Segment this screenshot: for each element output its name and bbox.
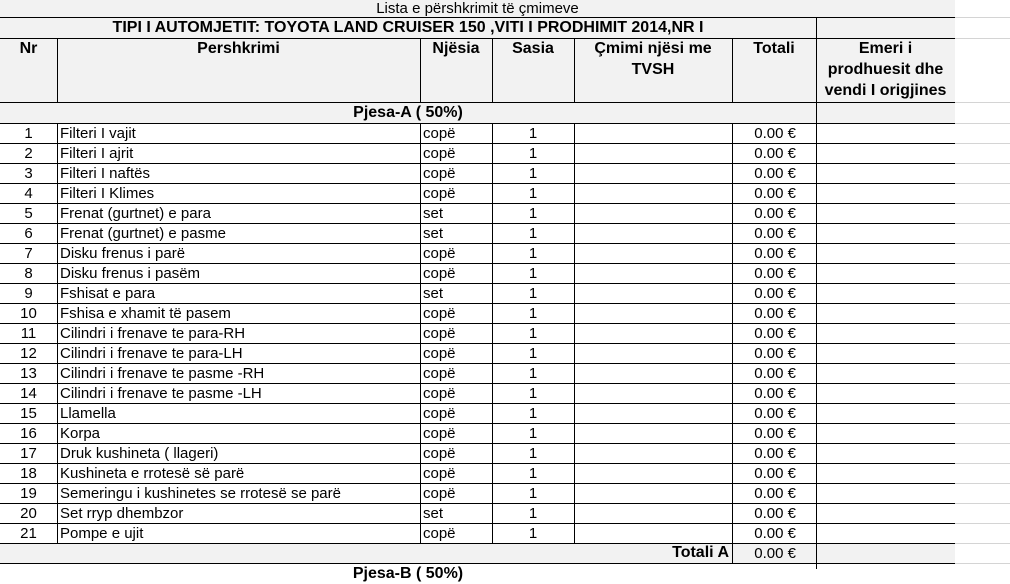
cell-quantity[interactable]: 1 (528, 365, 538, 382)
cell-nr[interactable]: 20 (20, 505, 37, 522)
grid-line (955, 102, 1010, 103)
cell-description[interactable]: Disku frenus i pasëm (60, 265, 201, 282)
cell-description[interactable]: Cilindri i frenave te para-RH (60, 325, 246, 342)
section-a-right-cell[interactable] (816, 102, 955, 123)
grid-line (0, 523, 955, 524)
cell-unit-price[interactable] (574, 343, 732, 363)
cell-quantity[interactable]: 1 (528, 185, 538, 202)
cell-manufacturer[interactable] (816, 283, 955, 303)
header-cmimi-line2: TVSH (631, 61, 675, 78)
cell-quantity[interactable]: 1 (528, 125, 538, 142)
grid-line (492, 38, 493, 102)
grid-line (0, 17, 955, 18)
grid-line (492, 123, 493, 543)
cell-nr[interactable]: 18 (20, 465, 37, 482)
grid-line (0, 383, 955, 384)
cell-nr[interactable]: 10 (20, 305, 37, 322)
cell-nr[interactable]: 7 (24, 245, 33, 262)
grid-line (816, 102, 817, 123)
header-emeri-line2: prodhuesit dhe (827, 61, 944, 78)
cell-nr[interactable]: 1 (24, 125, 33, 142)
grid-line (0, 363, 955, 364)
cell-quantity[interactable]: 1 (528, 325, 538, 342)
grid-line (955, 38, 1010, 39)
grid-line (955, 263, 1010, 264)
cell-manufacturer[interactable] (816, 163, 955, 183)
cell-nr[interactable]: 2 (24, 145, 33, 162)
grid-line (955, 383, 1010, 384)
cell-description[interactable]: Korpa (60, 425, 101, 442)
grid-line (955, 17, 1010, 18)
cell-nr[interactable]: 17 (20, 445, 37, 462)
cell-total[interactable]: 0.00 € (754, 485, 796, 502)
grid-line (955, 343, 1010, 344)
cell-total[interactable]: 0.00 € (754, 425, 796, 442)
grid-line (955, 423, 1010, 424)
grid-line (955, 283, 1010, 284)
cell-manufacturer[interactable] (816, 463, 955, 483)
cell-unit-price[interactable] (574, 243, 732, 263)
section-a-title[interactable]: Pjesa-A ( 50%) (0, 102, 816, 123)
cell-description[interactable]: Kushineta e rrotesë së parë (60, 465, 245, 482)
grid-line (0, 243, 955, 244)
grid-line (955, 403, 1010, 404)
grid-line (816, 17, 817, 38)
header-emeri-line3: vendi I origjines (824, 82, 947, 99)
grid-line (955, 183, 1010, 184)
cell-total[interactable]: 0.00 € (754, 405, 796, 422)
grid-line (57, 123, 58, 543)
cell-unit-price[interactable] (574, 403, 732, 423)
cell-description[interactable]: Semeringu i kushinetes se rrotesë se parë (60, 485, 341, 502)
cell-unit[interactable]: copë (423, 405, 456, 422)
cell-unit[interactable]: copë (423, 465, 456, 482)
cell-unit[interactable]: copë (423, 165, 456, 182)
cell-manufacturer[interactable] (816, 183, 955, 203)
cell-quantity[interactable]: 1 (528, 345, 538, 362)
cell-nr[interactable]: 21 (20, 525, 37, 542)
cell-description[interactable]: Pompe e ujit (60, 525, 144, 542)
cell-unit[interactable]: set (423, 285, 444, 302)
cell-description[interactable]: Disku frenus i parë (60, 245, 186, 262)
cell-unit-price[interactable] (574, 423, 732, 443)
cell-manufacturer[interactable] (816, 403, 955, 423)
cell-unit-price[interactable] (574, 303, 732, 323)
cell-unit[interactable]: copë (423, 345, 456, 362)
cell-quantity[interactable]: 1 (528, 245, 538, 262)
cell-nr[interactable]: 16 (20, 425, 37, 442)
cell-description[interactable]: Filteri I ajrit (60, 145, 134, 162)
cell-description[interactable]: Filteri I naftës (60, 165, 151, 182)
cell-manufacturer[interactable] (816, 203, 955, 223)
cell-unit[interactable]: copë (423, 245, 456, 262)
header-njesia[interactable]: Njësia (420, 38, 492, 102)
cell-unit-price[interactable] (574, 183, 732, 203)
grid-line (574, 38, 575, 102)
cell-total[interactable]: 0.00 € (754, 365, 796, 382)
grid-line (955, 203, 1010, 204)
cell-unit-price[interactable] (574, 163, 732, 183)
cell-quantity[interactable]: 1 (528, 305, 538, 322)
cell-quantity[interactable]: 1 (528, 225, 538, 242)
cell-quantity[interactable]: 1 (528, 205, 538, 222)
cell-nr[interactable]: 9 (24, 285, 33, 302)
cell-unit-price[interactable] (574, 483, 732, 503)
cell-manufacturer[interactable] (816, 263, 955, 283)
cell-manufacturer[interactable] (816, 323, 955, 343)
empty-columns-area (955, 0, 1010, 569)
cell-quantity[interactable]: 1 (528, 525, 538, 542)
cell-unit-price[interactable] (574, 463, 732, 483)
cell-quantity[interactable]: 1 (528, 465, 538, 482)
grid-line (955, 503, 1010, 504)
cell-nr[interactable]: 19 (20, 485, 37, 502)
cell-unit[interactable]: copë (423, 185, 456, 202)
cell-unit-price[interactable] (574, 363, 732, 383)
header-pershkrimi[interactable]: Pershkrimi (57, 38, 420, 102)
sheet-title[interactable]: Lista e përshkrimit të çmimeve (0, 0, 955, 17)
cell-unit[interactable]: copë (423, 445, 456, 462)
cell-quantity[interactable]: 1 (528, 145, 538, 162)
cell-unit-price[interactable] (574, 143, 732, 163)
grid-line (0, 183, 955, 184)
cell-description[interactable]: Fshisa e xhamit të pasem (60, 305, 231, 322)
grid-line (0, 503, 955, 504)
cell-unit-price[interactable] (574, 523, 732, 543)
cell-unit[interactable]: set (423, 225, 444, 242)
grid-line (955, 123, 1010, 124)
cell-unit[interactable]: copë (423, 525, 456, 542)
cell-unit-price[interactable] (574, 323, 732, 343)
grid-line (0, 563, 955, 564)
cell-manufacturer[interactable] (816, 123, 955, 143)
cell-quantity[interactable]: 1 (528, 165, 538, 182)
cell-nr[interactable]: 6 (24, 225, 33, 242)
cell-unit[interactable]: copë (423, 305, 456, 322)
grid-line (816, 563, 817, 569)
grid-line (0, 403, 955, 404)
cell-total[interactable]: 0.00 € (754, 505, 796, 522)
grid-line (0, 463, 955, 464)
grid-line (955, 143, 1010, 144)
cell-nr[interactable]: 14 (20, 385, 37, 402)
grid-line (955, 363, 1010, 364)
grid-line (955, 223, 1010, 224)
section-b-title[interactable]: Pjesa-B ( 50%) (352, 565, 464, 582)
grid-line (955, 563, 1010, 564)
cell-nr[interactable]: 13 (20, 365, 37, 382)
cell-unit-price[interactable] (574, 263, 732, 283)
cell-unit[interactable]: copë (423, 425, 456, 442)
grid-line (0, 303, 955, 304)
cell-quantity[interactable]: 1 (528, 505, 538, 522)
cell-nr[interactable]: 5 (24, 205, 33, 222)
grid-line (0, 123, 955, 124)
cell-unit[interactable]: copë (423, 485, 456, 502)
grid-line (816, 123, 817, 543)
cell-total[interactable]: 0.00 € (754, 325, 796, 342)
cell-quantity[interactable]: 1 (528, 265, 538, 282)
cell-description[interactable]: Filteri I Klimes (60, 185, 155, 202)
cell-manufacturer[interactable] (816, 343, 955, 363)
totali-a-label[interactable]: Totali A (672, 544, 729, 561)
grid-line (0, 483, 955, 484)
grid-line (574, 123, 575, 543)
grid-line (0, 203, 955, 204)
cell-description[interactable]: Fshisat e para (60, 285, 156, 302)
grid-line (0, 102, 955, 103)
cell-unit[interactable]: set (423, 205, 444, 222)
grid-line (955, 243, 1010, 244)
cell-manufacturer[interactable] (816, 483, 955, 503)
cell-total[interactable]: 0.00 € (754, 525, 796, 542)
grid-line (0, 143, 955, 144)
cell-unit-price[interactable] (574, 383, 732, 403)
cell-manufacturer[interactable] (816, 443, 955, 463)
grid-line (0, 543, 955, 544)
grid-line (732, 543, 733, 563)
grid-line (0, 263, 955, 264)
cell-quantity[interactable]: 1 (528, 285, 538, 302)
grid-line (420, 123, 421, 543)
grid-line (0, 38, 955, 39)
cell-total[interactable]: 0.00 € (754, 125, 796, 142)
header-totali[interactable]: Totali (732, 38, 816, 102)
cell-total[interactable]: 0.00 € (754, 445, 796, 462)
grid-line (955, 303, 1010, 304)
cell-total[interactable]: 0.00 € (754, 305, 796, 322)
cell-total[interactable]: 0.00 € (754, 385, 796, 402)
grid-line (955, 163, 1010, 164)
cell-description[interactable]: Cilindri i frenave te pasme -LH (60, 385, 262, 402)
vehicle-info-right-cell[interactable] (816, 17, 955, 38)
cell-description[interactable]: Llamella (60, 405, 116, 422)
grid-line (955, 323, 1010, 324)
cell-unit[interactable]: copë (423, 265, 456, 282)
header-sasia[interactable]: Sasia (492, 38, 574, 102)
cell-manufacturer[interactable] (816, 423, 955, 443)
cell-description[interactable]: Filteri I vajit (60, 125, 136, 142)
cell-manufacturer[interactable] (816, 363, 955, 383)
cell-description[interactable]: Druk kushineta ( llageri) (60, 445, 219, 462)
grid-line (0, 323, 955, 324)
cell-description[interactable]: Cilindri i frenave te pasme -RH (60, 365, 265, 382)
grid-line (0, 283, 955, 284)
cell-manufacturer[interactable] (816, 243, 955, 263)
cell-unit-price[interactable] (574, 503, 732, 523)
cell-total[interactable]: 0.00 € (754, 225, 796, 242)
cell-description[interactable]: Cilindri i frenave te para-LH (60, 345, 243, 362)
cell-manufacturer[interactable] (816, 383, 955, 403)
cell-unit[interactable]: copë (423, 145, 456, 162)
cell-unit-price[interactable] (574, 223, 732, 243)
cell-nr[interactable]: 15 (20, 405, 37, 422)
cell-total[interactable]: 0.00 € (754, 465, 796, 482)
cell-total[interactable]: 0.00 € (754, 245, 796, 262)
cell-unit-price[interactable] (574, 443, 732, 463)
cell-quantity[interactable]: 1 (528, 445, 538, 462)
cell-nr[interactable]: 3 (24, 165, 33, 182)
header-emeri-line1: Emeri i (858, 40, 913, 57)
grid-line (955, 483, 1010, 484)
header-cmimi[interactable] (574, 38, 732, 102)
grid-line (816, 38, 817, 102)
header-nr[interactable]: Nr (0, 38, 57, 102)
vehicle-info[interactable]: TIPI I AUTOMJETIT: TOYOTA LAND CRUISER 150 ,VITI I PRODHIMIT 2014,NR I (0, 17, 816, 38)
cell-manufacturer[interactable] (816, 523, 955, 543)
header-cmimi-line1: Çmimi njësi me (594, 40, 712, 57)
cell-description[interactable]: Set rryp dhembzor (60, 505, 184, 522)
cell-unit[interactable]: copë (423, 325, 456, 342)
grid-line (0, 443, 955, 444)
cell-manufacturer[interactable] (816, 503, 955, 523)
cell-nr[interactable]: 12 (20, 345, 37, 362)
cell-unit-price[interactable] (574, 283, 732, 303)
grid-line (420, 38, 421, 102)
grid-line (0, 163, 955, 164)
cell-manufacturer[interactable] (816, 143, 955, 163)
grid-line (955, 523, 1010, 524)
cell-unit[interactable]: copë (423, 385, 456, 402)
cell-unit-price[interactable] (574, 123, 732, 143)
cell-quantity[interactable]: 1 (528, 405, 538, 422)
cell-total[interactable]: 0.00 € (754, 205, 796, 222)
cell-description[interactable]: Frenat (gurtnet) e pasme (60, 225, 226, 242)
cell-total[interactable]: 0.00 € (754, 345, 796, 362)
cell-nr[interactable]: 11 (20, 325, 37, 342)
grid-line (0, 223, 955, 224)
cell-unit[interactable]: copë (423, 365, 456, 382)
grid-line (0, 423, 955, 424)
cell-total[interactable]: 0.00 € (754, 145, 796, 162)
cell-description[interactable]: Frenat (gurtnet) e para (60, 205, 211, 222)
cell-quantity[interactable]: 1 (528, 385, 538, 402)
cell-unit[interactable]: set (423, 505, 444, 522)
grid-line (732, 123, 733, 543)
cell-unit[interactable]: copë (423, 125, 456, 142)
cell-manufacturer[interactable] (816, 303, 955, 323)
grid-line (732, 38, 733, 102)
cell-nr[interactable]: 8 (24, 265, 33, 282)
cell-total[interactable]: 0.00 € (754, 285, 796, 302)
grid-line (57, 38, 58, 102)
cell-quantity[interactable]: 1 (528, 485, 538, 502)
header-emeri[interactable] (816, 38, 955, 102)
grid-line (816, 543, 817, 563)
cell-unit-price[interactable] (574, 203, 732, 223)
cell-total[interactable]: 0.00 € (754, 265, 796, 282)
cell-total[interactable]: 0.00 € (754, 165, 796, 182)
cell-manufacturer[interactable] (816, 223, 955, 243)
cell-quantity[interactable]: 1 (528, 425, 538, 442)
cell-nr[interactable]: 4 (24, 185, 33, 202)
cell-total[interactable]: 0.00 € (754, 185, 796, 202)
grid-line (955, 463, 1010, 464)
grid-line (955, 543, 1010, 544)
totali-a-value[interactable]: 0.00 € (754, 545, 796, 562)
grid-line (0, 343, 955, 344)
grid-line (955, 443, 1010, 444)
